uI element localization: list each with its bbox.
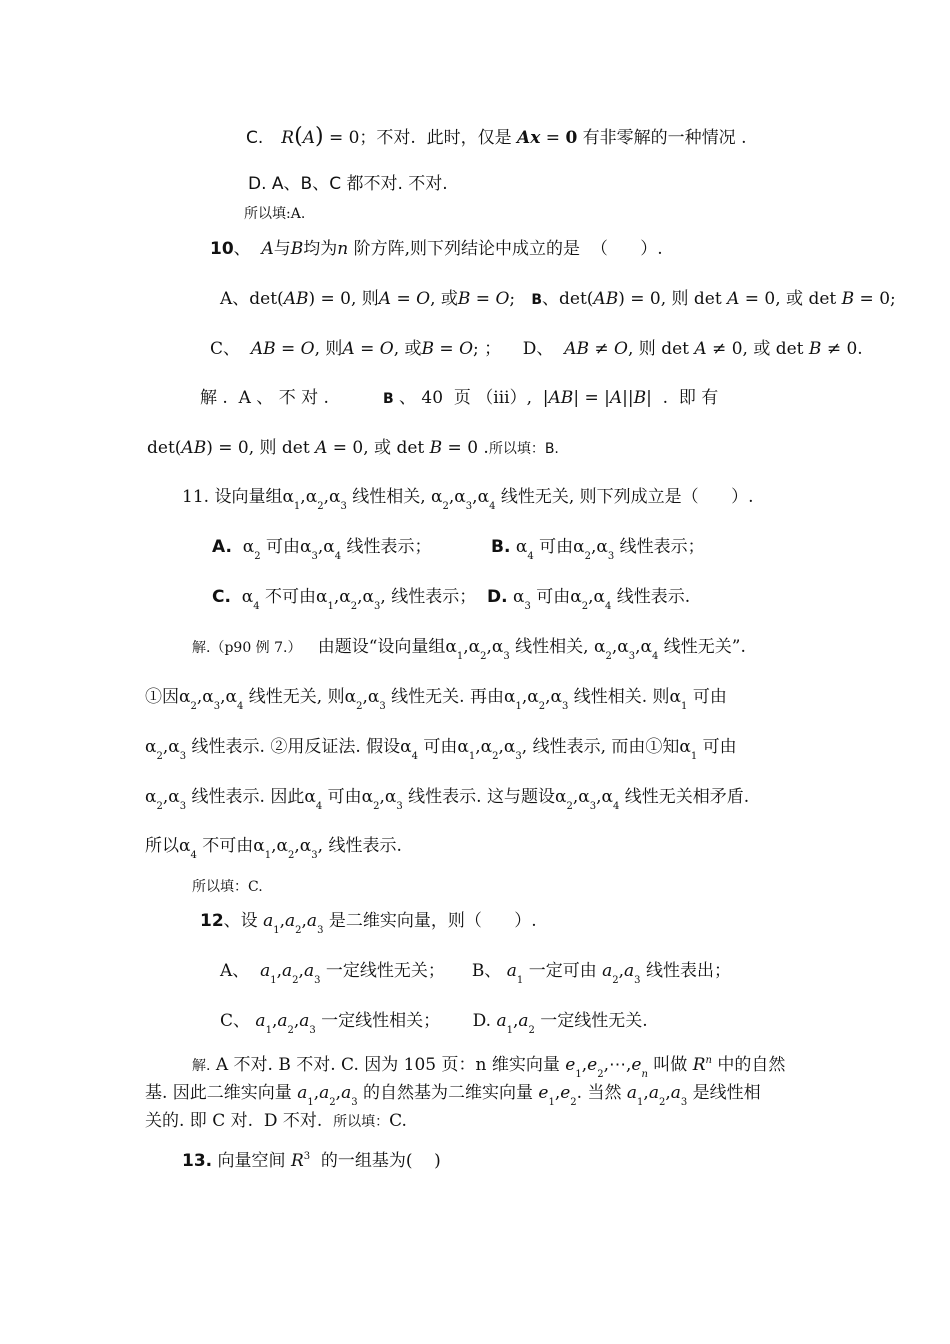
answer-q11: 所以填：C.: [192, 879, 263, 895]
question-13: 13. 向量空间 $R^3$ 的一组基为( ): [182, 1151, 441, 1171]
question-10-options-ab: A、det(AB) = 0, 则A = O, 或B = O; B、det(AB) = 0, 则 det A = 0, 或 det B = 0;: [220, 289, 896, 309]
question-11-options-ab: A. $\alpha_2$ 可由$\alpha_3,\alpha_4$ 线性表示； B. $\alpha_4$ 可由$\alpha_2,\alpha_3$ 线性表示；: [212, 537, 705, 562]
answer-q9: 所以填:A.: [244, 206, 306, 222]
question-11-options-cd: C. $\alpha_4$ 不可由$\alpha_1,\alpha_2,\alpha_3$, 线性表示； D. $\alpha_3$ 可由$\alpha_2,\alpha_4$ 线性表示.: [212, 587, 691, 612]
solution-11-line2: ①因$\alpha_2,\alpha_3,\alpha_4$ 线性无关, 则$\alpha_2,\alpha_3$ 线性无关. 再由$\alpha_1,\alpha_2,\alpha_3$ 线性相关. 则$\alpha_1$ 可由: [145, 687, 727, 712]
solution-10-line1: 解 . A 、 不 对 . B 、 40 页 （iii）, |AB| = |A||B| . 即 有: [200, 388, 719, 408]
question-12: 12、设 $a_1,a_2,a_3$ 是二维实向量，则（ ）.: [200, 911, 537, 936]
solution-12-line3: 关的. 即 C 对. D 不对. 所以填：C.: [145, 1111, 407, 1131]
solution-11-line3: $\alpha_2,\alpha_3$ 线性表示. ②用反证法. 假设$\alpha_4$ 可由$\alpha_1,\alpha_2,\alpha_3$, 线性表示, 而由①知$\alpha_1$ 可由: [145, 737, 737, 762]
option-c-line-q9: C. R(A) = 0；不对. 此时，仅是 Ax = 0 有非零解的一种情况 .: [246, 124, 747, 149]
question-12-options-cd: C、 $a_1,a_2,a_3$ 一定线性相关； D. $a_1,a_2$ 一定线性无关.: [220, 1011, 648, 1036]
question-10: 10、 A与B均为n 阶方阵,则下列结论中成立的是 （ ）.: [210, 239, 663, 259]
question-11: 11. 设向量组$\alpha_1,\alpha_2,\alpha_3$ 线性相关, $\alpha_2,\alpha_3,\alpha_4$ 线性无关, 则下列成立是（ ）.: [182, 487, 754, 512]
question-10-options-cd: C、 AB = O, 则A = O, 或B = O; ； D、 AB ≠ O, 则 det A ≠ 0, 或 det B ≠ 0.: [210, 339, 863, 359]
option-d-line-q9: D. A、B、C 都不对. 不对.: [248, 174, 448, 194]
solution-11-line1: 解.（p90 例 7.） 由题设“设向量组$\alpha_1,\alpha_2,\alpha_3$ 线性相关, $\alpha_2,\alpha_3,\alpha_4$ 线性无关”.: [192, 637, 746, 662]
solution-10-line2: det(AB) = 0, 则 det A = 0, 或 det B = 0 .所以填：B.: [147, 438, 559, 458]
solution-11-line5: 所以$\alpha_4$ 不可由$\alpha_1,\alpha_2,\alpha_3$, 线性表示.: [145, 836, 402, 861]
solution-11-line4: $\alpha_2,\alpha_3$ 线性表示. 因此$\alpha_4$ 可由$\alpha_2,\alpha_3$ 线性表示. 这与题设$\alpha_2,\alpha_3,\alpha_4$ 线性无关相矛盾.: [145, 787, 750, 812]
solution-12-line1: 解. A 不对. B 不对. C. 因为 105 页：n 维实向量 $e_1,e_2,\cdots,e_n$ 叫做 $R^n$ 中的自然: [192, 1055, 786, 1080]
question-12-options-ab: A、 $a_1,a_2,a_3$ 一定线性无关； B、 $a_1$ 一定可由 $a_2,a_3$ 线性表出；: [220, 961, 731, 986]
solution-12-line2: 基. 因此二维实向量 $a_1,a_2,a_3$ 的自然基为二维实向量 $e_1,e_2$. 当然 $a_1,a_2,a_3$ 是线性相: [145, 1083, 761, 1108]
